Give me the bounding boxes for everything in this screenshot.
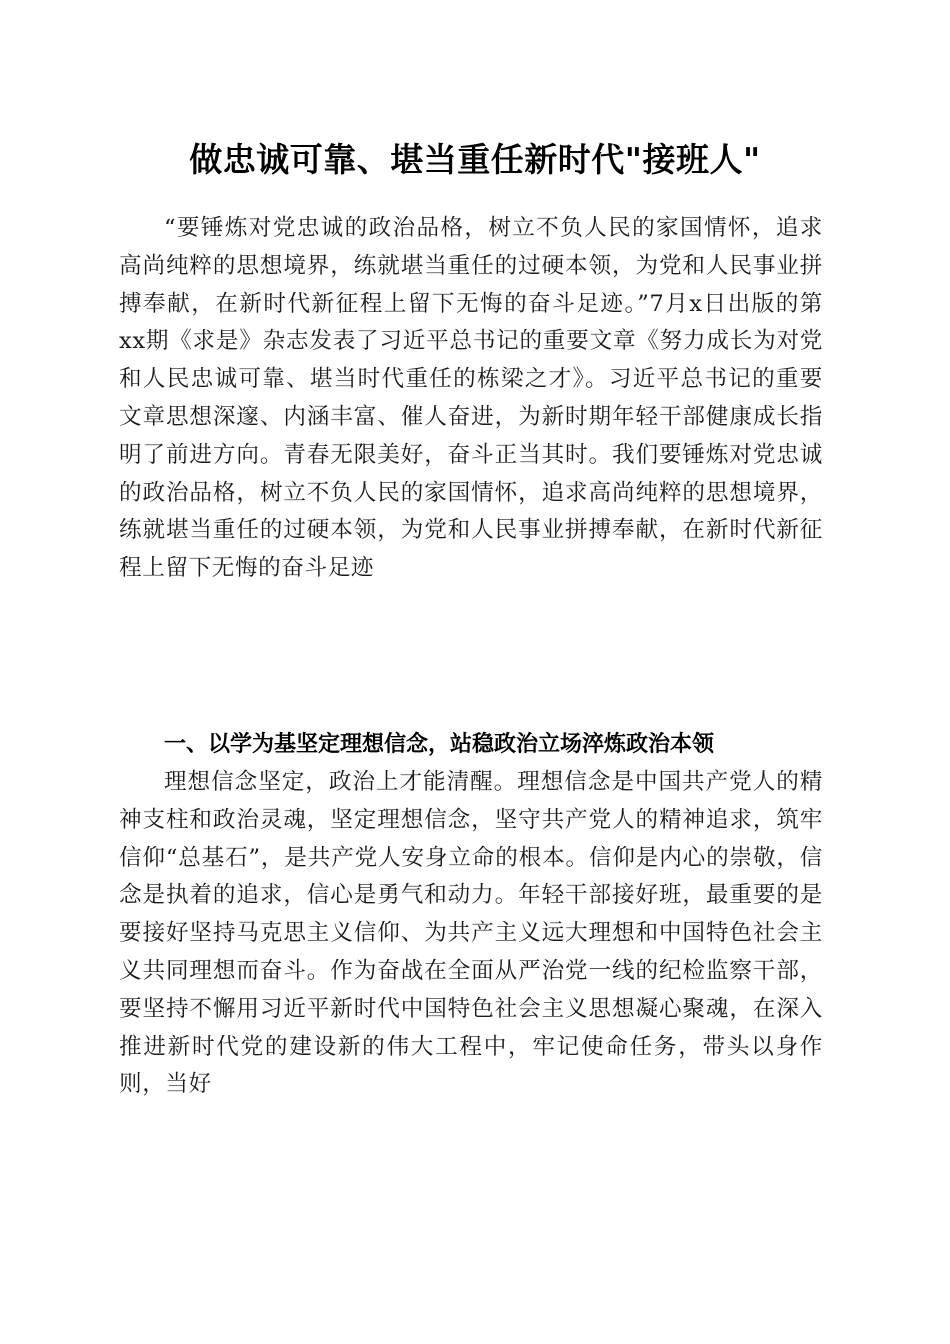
paragraph-section-1: 理想信念坚定，政治上才能清醒。理想信念是中国共产党人的精神支柱和政治灵魂，坚定理想信念，坚守共产党人的精神追求，筑牢信仰“总基石”，是共产党人安身立命的根本。信仰是内心的崇敬，信念是执着的追求，信心是勇气和动力。年轻干部接好班，最重要的是要接好坚持马克思主义信仰、为共产主义远大理想和中国特色社会主义共同理想而奋斗。作为奋战在全面从严治党一线的纪检监察干部，要坚持不懈用习近平新时代中国特色社会主义思想凝心聚魂，在深入推进新时代党的建设新的伟大工程中，牢记使命任务，带头以身作则，当好 (119, 769, 823, 1098)
section-heading-1: 一、以学为基坚定理想信念，站稳政治立场淬炼政治本领 (164, 732, 715, 757)
document-title: 做忠诚可靠、堪当重任新时代"接班人" (189, 140, 761, 179)
paragraph-intro: “要锤炼对党忠诚的政治品格，树立不负人民的家国情怀，追求高尚纯粹的思想境界，练就堪当重任的过硬本领，为党和人民事业拼搏奉献，在新时代新征程上留下无悔的奋斗足迹。”7月x日出版的第xx期《求是》杂志发表了习近平总书记的重要文章《努力成长为对党和人民忠诚可靠、堪当时代重任的栋梁之才》。习近平总书记的重要文章思想深邃、内涵丰富、催人奋进，为新时期年轻干部健康成长指明了前进方向。青春无限美好，奋斗正当其时。我们要锤炼对党忠诚的政治品格，树立不负人民的家国情怀，追求高尚纯粹的思想境界，练就堪当重任的过硬本领，为党和人民事业拼搏奉献，在新时代新征程上留下无悔的奋斗足迹 (119, 215, 823, 582)
